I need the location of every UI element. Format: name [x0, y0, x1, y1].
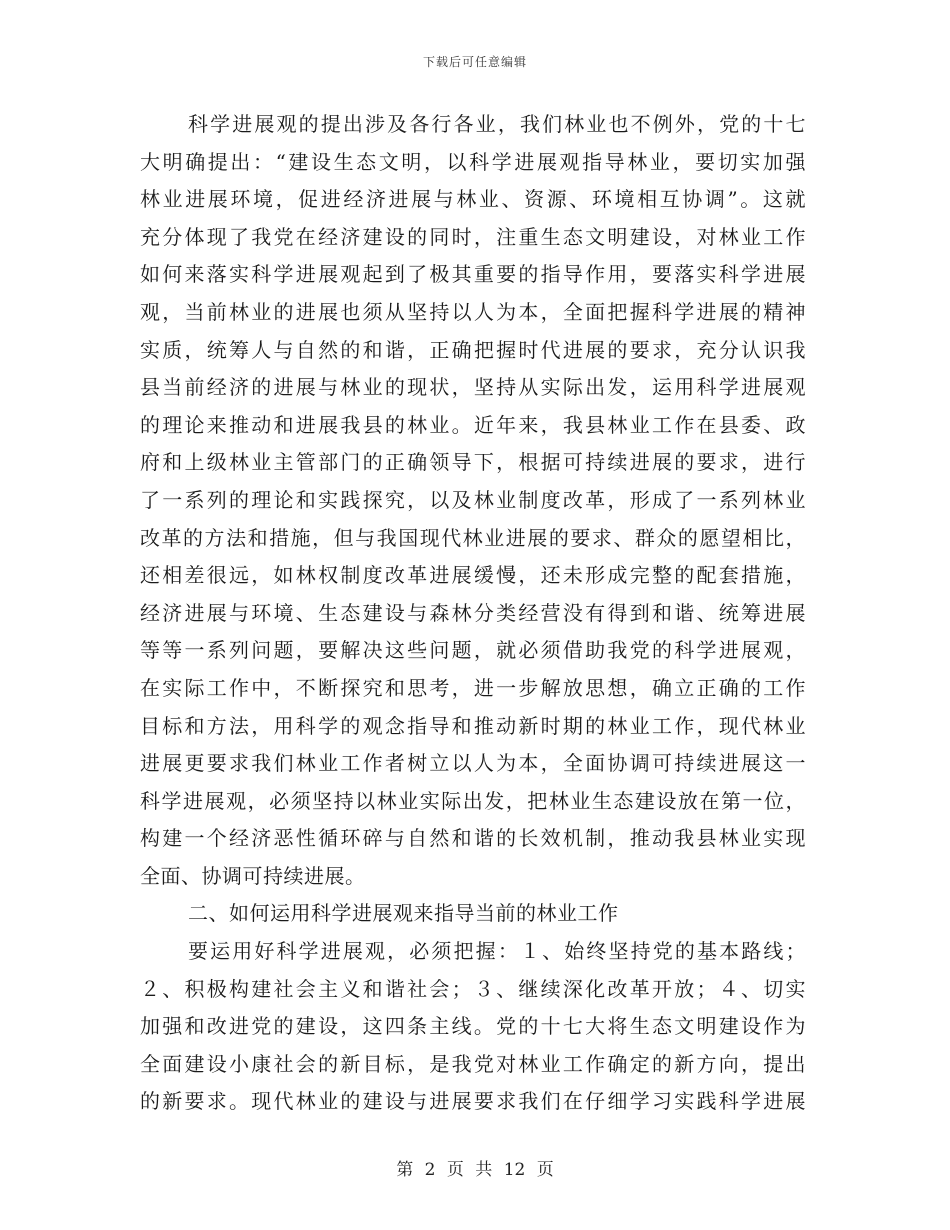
- text-line: 的新要求。现代林业的建设与进展要求我们在仔细学习实践科学进展: [140, 1089, 806, 1114]
- page-footer: 第 2 页 共 12 页: [396, 1160, 554, 1180]
- text-line: 二、如何运用科学进展观来指导当前的林业工作: [188, 901, 619, 926]
- text-line: 林业进展环境，促进经济进展与林业、资源、环境相互协调”。这就: [140, 187, 806, 212]
- text-line: 实质，统筹人与自然的和谐，正确把握时代进展的要求，充分认识我: [140, 337, 806, 362]
- text-line: 的理论来推动和进展我县的林业。近年来，我县林业工作在县委、政: [140, 412, 806, 437]
- text-line: 全面建设小康社会的新目标，是我党对林业工作确定的新方向，提出: [140, 1051, 806, 1076]
- text-line: 目标和方法，用科学的观念指导和推动新时期的林业工作，现代林业: [140, 713, 806, 738]
- text-line: 构建一个经济恶性循环碎与自然和谐的长效机制，推动我县林业实现: [140, 826, 806, 851]
- text-line: 县当前经济的进展与林业的现状，坚持从实际出发，运用科学进展观: [140, 375, 806, 400]
- text-line: 在实际工作中，不断探究和思考，进一步解放思想，确立正确的工作: [140, 675, 806, 700]
- text-line: 如何来落实科学进展观起到了极其重要的指导作用，要落实科学进展: [140, 262, 806, 287]
- text-line: 科学进展观的提出涉及各行各业，我们林业也不例外，党的十七: [188, 112, 806, 136]
- text-line: ２、积极构建社会主义和谐社会；３、继续深化改革开放；４、切实: [140, 976, 806, 1001]
- text-line: 大明确提出：“建设生态文明，以科学进展观指导林业，要切实加强: [140, 149, 806, 174]
- text-line: 全面、协调可持续进展。: [140, 863, 366, 888]
- text-line: 科学进展观，必须坚持以林业实际出发，把林业生态建设放在第一位，: [140, 788, 806, 813]
- page-header: 下载后可任意编辑: [422, 55, 527, 69]
- text-line: 要运用好科学进展观，必须把握：１、始终坚持党的基本路线；: [188, 939, 806, 964]
- text-line: 了一系列的理论和实践探究，以及林业制度改革，形成了一系列林业: [140, 487, 806, 512]
- text-line: 进展更要求我们林业工作者树立以人为本，全面协调可持续进展这一: [140, 751, 806, 776]
- text-line: 府和上级林业主管部门的正确领导下，根据可持续进展的要求，进行: [140, 450, 806, 475]
- text-line: 观，当前林业的进展也须从坚持以人为本，全面把握科学进展的精神: [140, 299, 806, 324]
- text-line: 等等一系列问题，要解决这些问题，就必须借助我党的科学进展观，: [140, 638, 806, 663]
- text-line: 还相差很远，如林权制度改革进展缓慢，还未形成完整的配套措施，: [140, 563, 806, 588]
- text-line: 加强和改进党的建设，这四条主线。党的十七大将生态文明建设作为: [140, 1014, 806, 1039]
- text-line: 充分体现了我党在经济建设的同时，注重生态文明建设，对林业工作: [140, 224, 806, 249]
- text-line: 改革的方法和措施，但与我国现代林业进展的要求、群众的愿望相比，: [140, 525, 806, 550]
- text-line: 经济进展与环境、生态建设与森林分类经营没有得到和谐、统筹进展: [140, 600, 806, 625]
- body-text: [140, 106, 806, 1121]
